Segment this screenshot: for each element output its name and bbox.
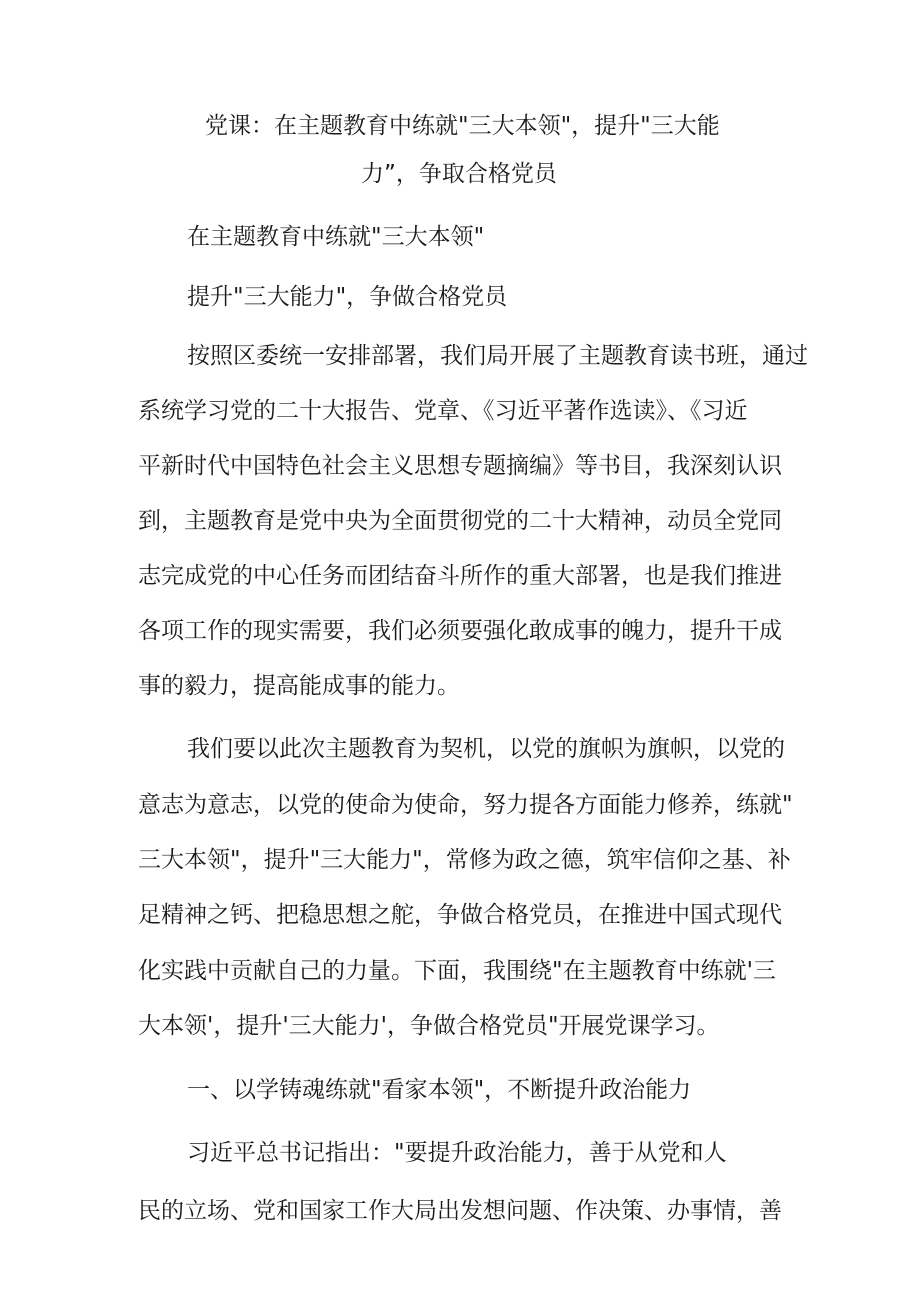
paragraph-2-line-1: 我们要以此次主题教育为契机，以党的旗帜为旗帜，以党的 bbox=[187, 736, 785, 762]
paragraph-1-line-5: 志完成党的中心任务而团结奋斗所作的重大部署，也是我们推进 bbox=[138, 563, 782, 589]
paragraph-2-line-2: 意志为意志，以党的使命为使命，努力提各方面能力修养，练就" bbox=[138, 792, 793, 818]
paragraph-1-line-2: 系统学习党的二十大报告、党章、《习近平著作选读》、《习近 bbox=[138, 398, 748, 424]
paragraph-3-line-2: 民的立场、党和国家工作大局出发想问题、作决策、办事情，善 bbox=[138, 1198, 782, 1224]
section-1-heading: 一、以学铸魂练就"看家本领"，不断提升政治能力 bbox=[187, 1077, 692, 1103]
paragraph-1-line-3: 平新时代中国特色社会主义思想专题摘编》等书目，我深刻认识 bbox=[138, 453, 782, 479]
paragraph-1-line-1: 按照区委统一安排部署，我们局开展了主题教育读书班，通过 bbox=[187, 343, 808, 369]
paragraph-1-line-7: 事的毅力，提高能成事的能力。 bbox=[138, 673, 460, 699]
paragraph-1-line-4: 到，主题教育是党中央为全面贯彻党的二十大精神，动员全党同 bbox=[138, 508, 782, 534]
subtitle-2: 提升"三大能力"，争做合格党员 bbox=[187, 284, 508, 310]
paragraph-1-line-6: 各项工作的现实需要，我们必须要强化敢成事的魄力，提升干成 bbox=[138, 618, 782, 644]
subtitle-1: 在主题教育中练就"三大本领" bbox=[187, 224, 485, 250]
paragraph-2-line-3: 三大本领"，提升"三大能力"，常修为政之德，筑牢信仰之基、补 bbox=[138, 847, 791, 873]
paragraph-3-line-1: 习近平总书记指出："要提升政治能力，善于从党和人 bbox=[187, 1140, 727, 1166]
paragraph-2-line-5: 化实践中贡献自己的力量。下面，我围绕"在主题教育中练就'三 bbox=[138, 958, 776, 984]
paragraph-2-line-4: 足精神之钙、把稳思想之舵，争做合格党员，在推进中国式现代 bbox=[138, 902, 782, 928]
paragraph-2-line-6: 大本领'，提升'三大能力'，争做合格党员"开展党课学习。 bbox=[138, 1013, 720, 1039]
document-title-line-1: 党课：在主题教育中练就"三大本领"，提升"三大能 bbox=[205, 113, 720, 139]
document-title-line-2: 力”，争取合格党员 bbox=[361, 161, 557, 187]
